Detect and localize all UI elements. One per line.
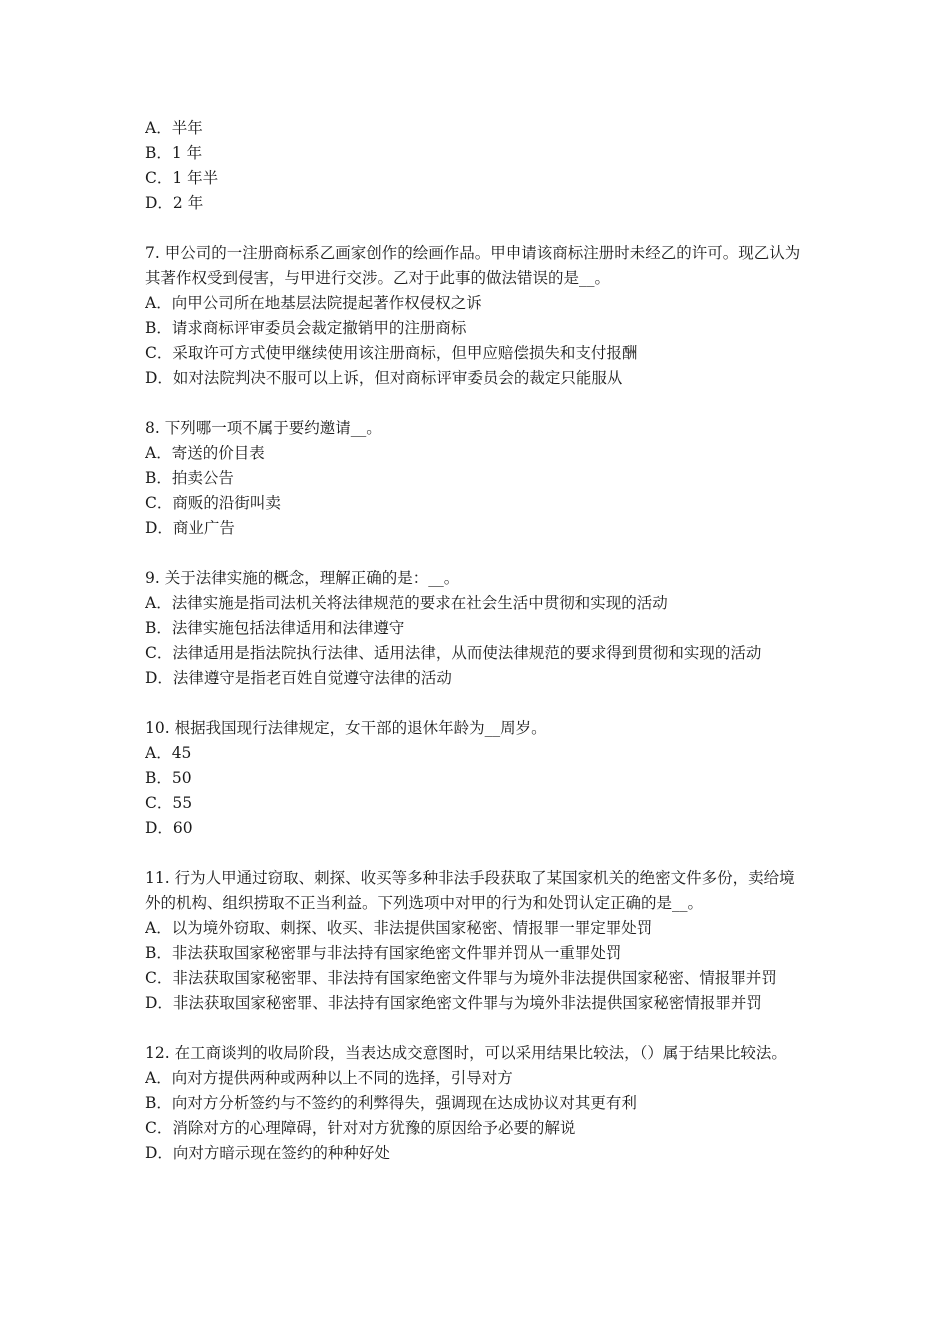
spacer [145,541,810,566]
option-d: D．法律遵守是指老百姓自觉遵守法律的活动 [145,669,452,687]
question-stem: 10. 根据我国现行法律规定，女干部的退休年龄为__周岁。 [145,719,547,737]
option-c: C．消除对方的心理障碍，针对对方犹豫的原因给予必要的解说 [145,1119,576,1137]
option-a: A．寄送的价目表 [145,444,265,462]
option-c: C．采取许可方式使甲继续使用该注册商标，但甲应赔偿损失和支付报酬 [145,344,638,362]
option-b: B．非法获取国家秘密罪与非法持有国家绝密文件罪并罚从一重罪处罚 [145,944,622,962]
spacer [145,391,810,416]
option-a: A．半年 [145,119,203,137]
option-b: B．请求商标评审委员会裁定撤销甲的注册商标 [145,319,467,337]
question-stem: 11. 行为人甲通过窃取、刺探、收买等多种非法手段获取了某国家机关的绝密文件多份，卖给境外的机构、组织捞取不正当利益。下列选项中对甲的行为和处罚认定正确的是__。 [145,869,795,912]
question-12 [145,1041,810,1166]
question-stem: 12. 在工商谈判的收局阶段，当表达成交意图时，可以采用结果比较法，（）属于结果比较法。 [145,1044,787,1062]
question-stem: 8. 下列哪一项不属于要约邀请__。 [145,419,382,437]
question-8 [145,416,810,541]
option-a: A．以为境外窃取、刺探、收买、非法提供国家秘密、情报罪一罪定罪处罚 [145,919,653,937]
option-d: D．向对方暗示现在签约的种种好处 [145,1144,390,1162]
page-content [145,116,810,1166]
question-7 [145,241,810,391]
option-d: D．如对法院判决不服可以上诉，但对商标评审委员会的裁定只能服从 [145,369,623,387]
option-b: B．法律实施包括法律适用和法律遵守 [145,619,405,637]
option-c: C．商贩的沿街叫卖 [145,494,281,512]
option-a: A．法律实施是指司法机关将法律规范的要求在社会生活中贯彻和实现的活动 [145,594,668,612]
option-b: B．50 [145,769,192,787]
spacer [145,691,810,716]
option-c: C．非法获取国家秘密罪、非法持有国家绝密文件罪与为境外非法提供国家秘密、情报罪并罚 [145,969,777,987]
option-d: D．非法获取国家秘密罪、非法持有国家绝密文件罪与为境外非法提供国家秘密情报罪并罚 [145,994,762,1012]
question-10 [145,716,810,841]
spacer [145,841,810,866]
option-b: B．拍卖公告 [145,469,234,487]
option-a: A．向对方提供两种或两种以上不同的选择，引导对方 [145,1069,513,1087]
option-a: A．45 [145,744,192,762]
option-c: C．法律适用是指法院执行法律、适用法律，从而使法律规范的要求得到贯彻和实现的活动 [145,644,762,662]
question-stem: 9. 关于法律实施的概念，理解正确的是：__。 [145,569,460,587]
option-b: B．向对方分析签约与不签约的利弊得失，强调现在达成协议对其更有利 [145,1094,637,1112]
previous-question-options [145,116,810,216]
option-c: C．1 年半 [145,169,219,187]
spacer [145,216,810,241]
question-11 [145,866,810,1016]
option-a: A．向甲公司所在地基层法院提起著作权侵权之诉 [145,294,482,312]
option-d: D．60 [145,819,193,837]
option-d: D．商业广告 [145,519,235,537]
question-9 [145,566,810,691]
option-d: D．2 年 [145,194,204,212]
option-b: B．1 年 [145,144,203,162]
spacer [145,1016,810,1041]
question-stem: 7. 甲公司的一注册商标系乙画家创作的绘画作品。甲申请该商标注册时未经乙的许可。现乙认为其著作权受到侵害，与甲进行交涉。乙对于此事的做法错误的是__。 [145,244,801,287]
option-c: C．55 [145,794,193,812]
